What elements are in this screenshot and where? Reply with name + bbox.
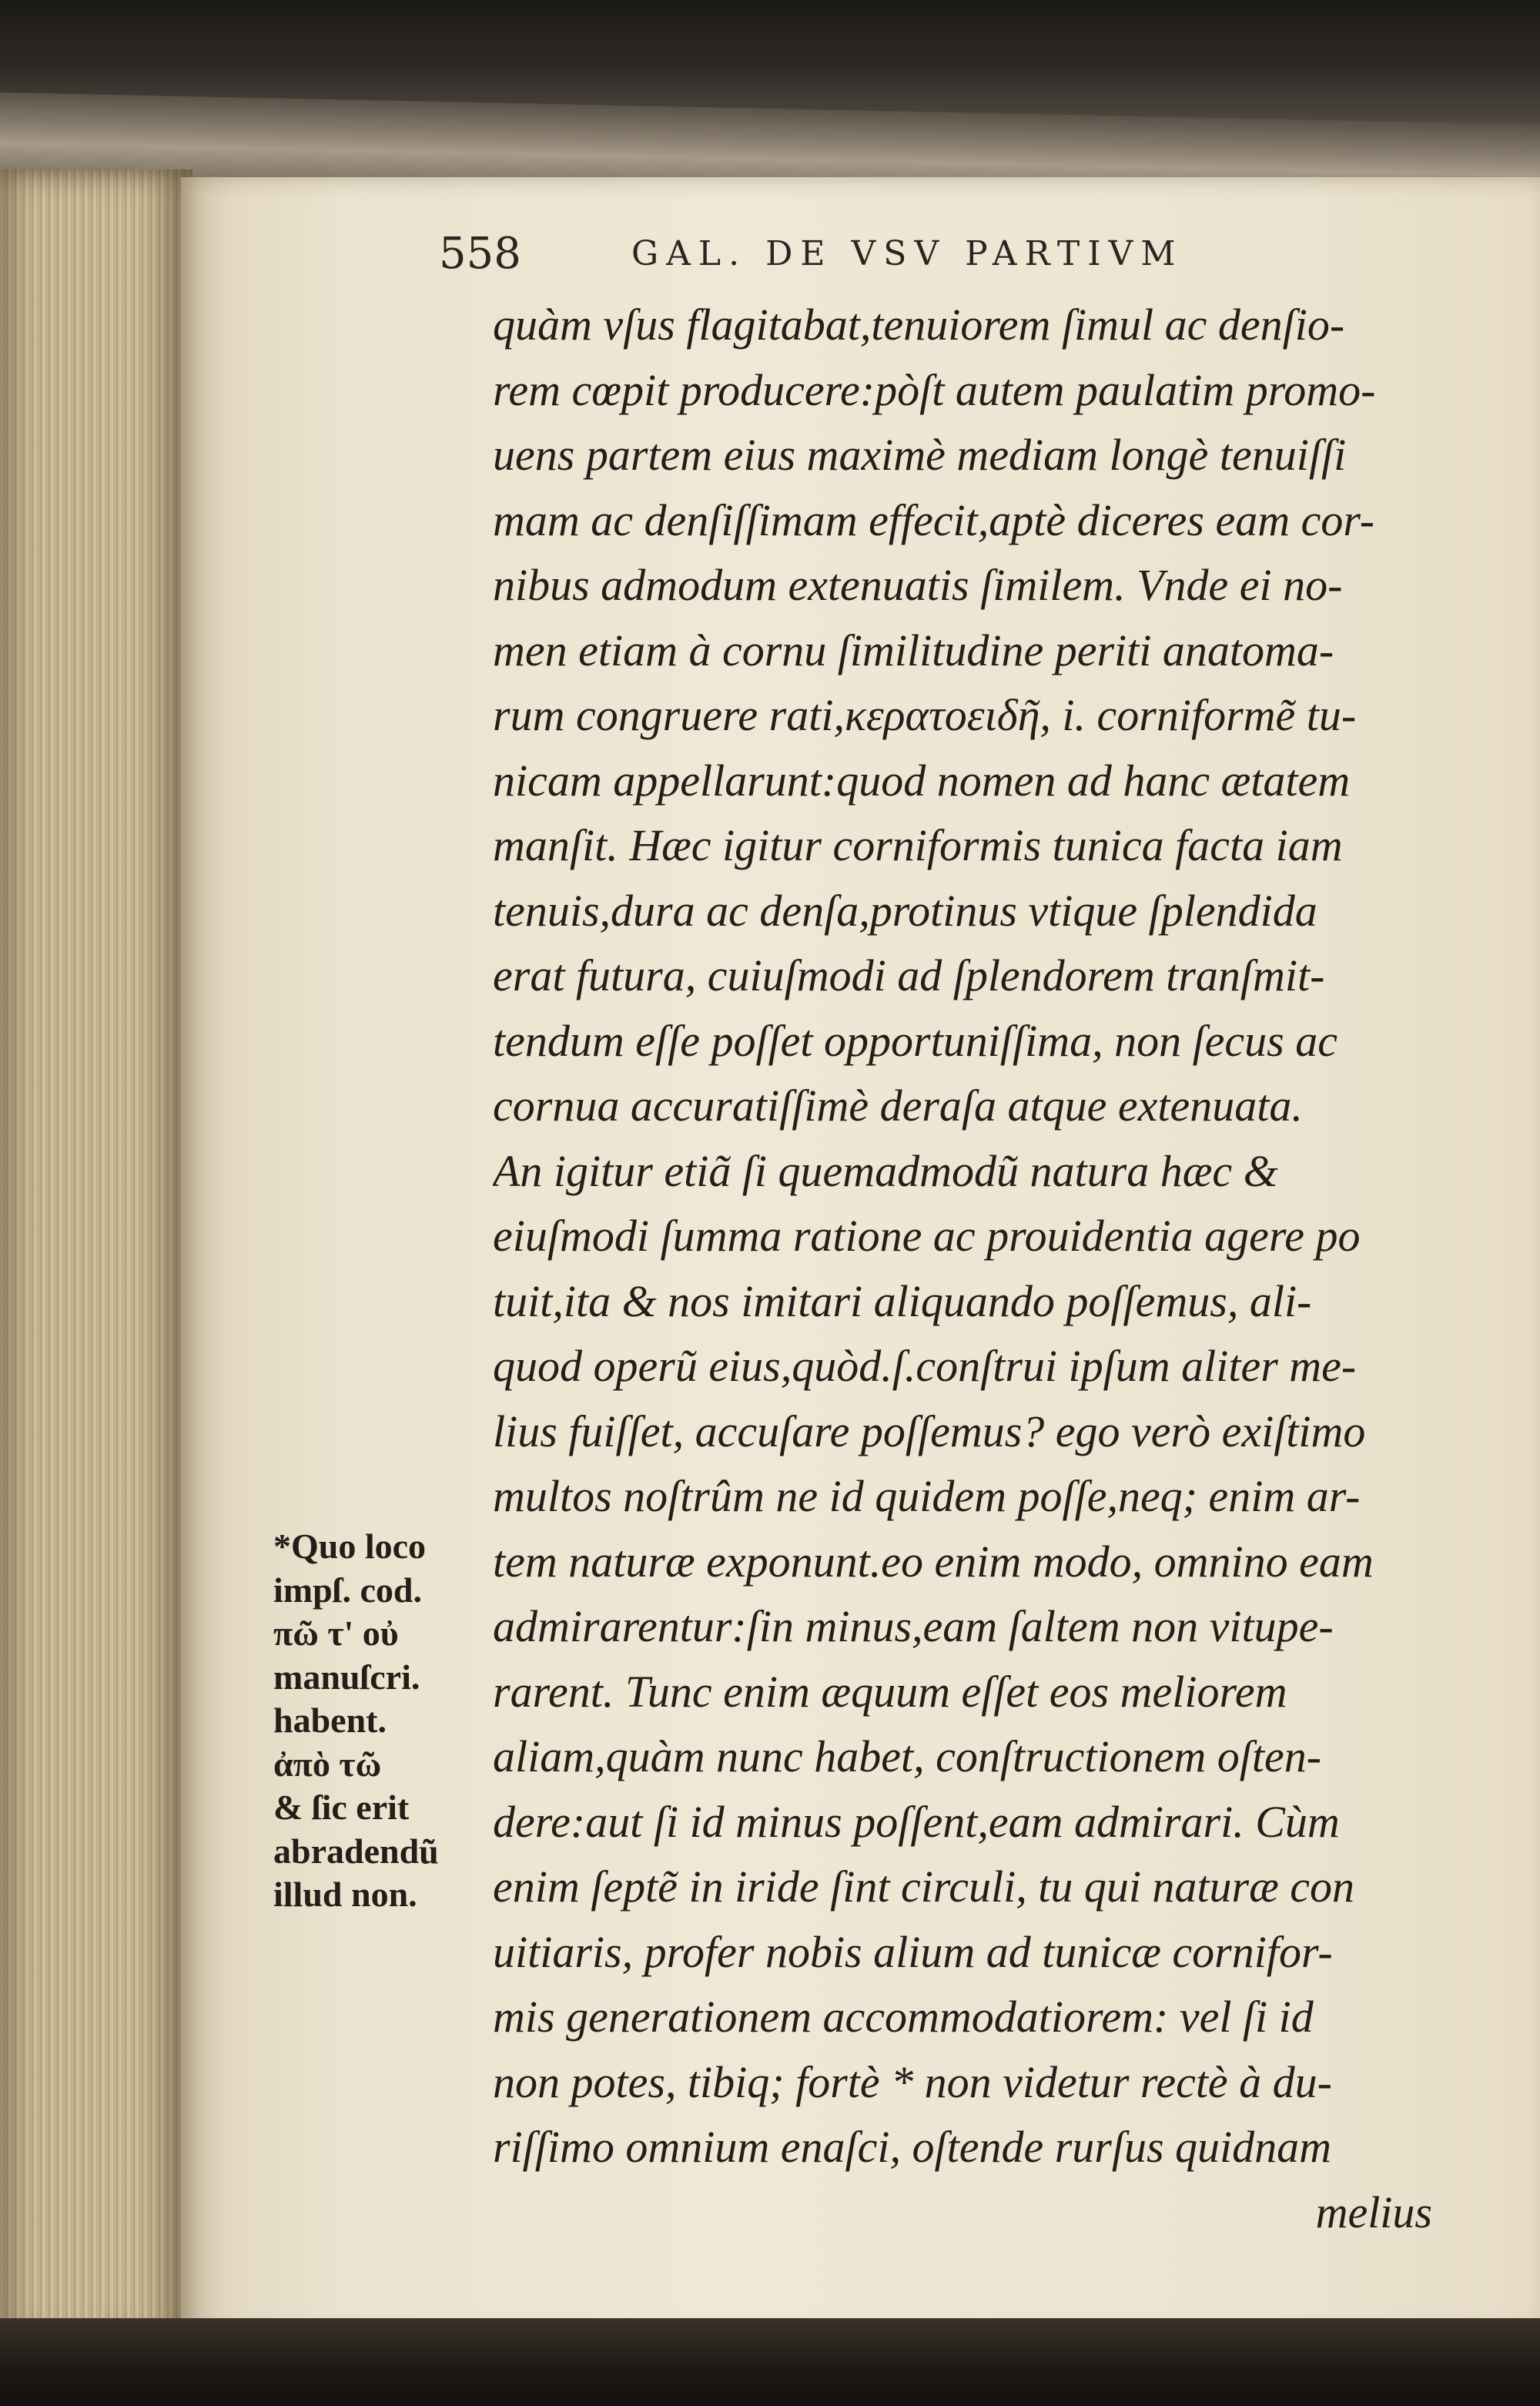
text-line: manſit. Hæc igitur corniformis tunica facta iam (493, 820, 1343, 870)
margin-note-line: *Quo loco (273, 1526, 427, 1566)
text-line: nibus admodum extenuatis ſimilem. Vnde ei no- (493, 560, 1343, 610)
text-line: eiuſmodi ſumma ratione ac prouidentia agere po (493, 1211, 1361, 1261)
text-line: riſſimo omnium enaſci, oſtende rurſus quidnam (493, 2122, 1332, 2172)
text-line: mis generationem accommodatiorem: vel ſi id (493, 1992, 1314, 2042)
text-line: cornua accuratiſſimè deraſa atque extenuata. (493, 1081, 1303, 1131)
text-line: aliam,quàm nunc habet, conſtructionem oſten- (493, 1731, 1322, 1781)
text-line: tenuis,dura ac denſa,protinus vtique ſplendida (493, 885, 1317, 936)
text-line: nicam appellarunt:quod nomen ad hanc ætatem (493, 755, 1351, 806)
text-line: men etiam à cornu ſimilitudine periti anatoma- (493, 625, 1334, 675)
text-line: tendum eſſe poſſet opportuniſſima, non ſecus ac (493, 1015, 1337, 1066)
text-line: uitiaris, profer nobis alium ad tunicæ cornifor- (493, 1926, 1333, 1977)
text-line: dere:aut ſi id minus poſſent,eam admirari. Cùm (493, 1796, 1340, 1847)
text-line: lius fuiſſet, accuſare poſſemus? ego verò exiſtimo (493, 1406, 1366, 1456)
text-line: erat futura, cuiuſmodi ad ſplendorem tranſmit- (493, 950, 1325, 1000)
margin-note-line: manuſcri. (273, 1657, 420, 1697)
main-text-block (493, 293, 1455, 2245)
text-line: enim ſeptẽ in iride ſint circuli, tu qui naturæ con (493, 1861, 1355, 1912)
text-line: mam ac denſiſſimam effecit,aptè diceres eam cor- (493, 494, 1375, 545)
text-line: rem cœpit producere:pòſt autem paulatim promo- (493, 364, 1376, 415)
running-head (439, 223, 1355, 285)
text-line: quod operũ eius,quòd.ſ.conſtrui ipſum aliter me- (493, 1341, 1357, 1391)
text-line: rum congruere rati,κερατοειδῆ, i. corniformẽ tu- (493, 690, 1357, 740)
text-line: An igitur etiã ſi quemadmodũ natura hæc & (493, 1145, 1278, 1196)
text-line: admirarentur:ſin minus,eam ſaltem non vitupe- (493, 1601, 1334, 1651)
page-number: 558 (439, 229, 521, 279)
margin-note-line: πῶ τ' οὐ (273, 1613, 399, 1653)
page-stack-edges (0, 169, 192, 2341)
running-title: GAL. DE VSV PARTIVM (631, 234, 1183, 273)
margin-note-line: & ſic erit (273, 1788, 410, 1827)
margin-note-line: ἀπὸ τῶ (273, 1744, 382, 1784)
catchword: melius (1315, 2187, 1432, 2237)
margin-note-line: habent. (273, 1701, 387, 1740)
text-line: non potes, tibiq; fortè * non videtur rectè à du- (493, 2056, 1332, 2107)
text-line: tem naturæ exponunt.eo enim modo, omnino eam (493, 1536, 1374, 1587)
text-line: uens partem eius maximè mediam longè tenuiſſi (493, 430, 1347, 480)
book-bottom-shadow (0, 2318, 1540, 2406)
margin-note-line: abradendũ (273, 1831, 439, 1871)
text-line: quàm vſus flagitabat,tenuiorem ſimul ac denſio- (493, 300, 1345, 350)
text-line: tuit,ita & nos imitari aliquando poſſemus, ali- (493, 1275, 1312, 1326)
text-line: rarent. Tunc enim æquum eſſet eos meliorem (493, 1666, 1287, 1717)
marginal-note (273, 1525, 493, 1917)
margin-note-line: impſ. cod. (273, 1570, 422, 1610)
text-line: multos noſtrûm ne id quidem poſſe,neq; enim ar- (493, 1471, 1361, 1521)
margin-note-line: illud non. (273, 1875, 417, 1914)
